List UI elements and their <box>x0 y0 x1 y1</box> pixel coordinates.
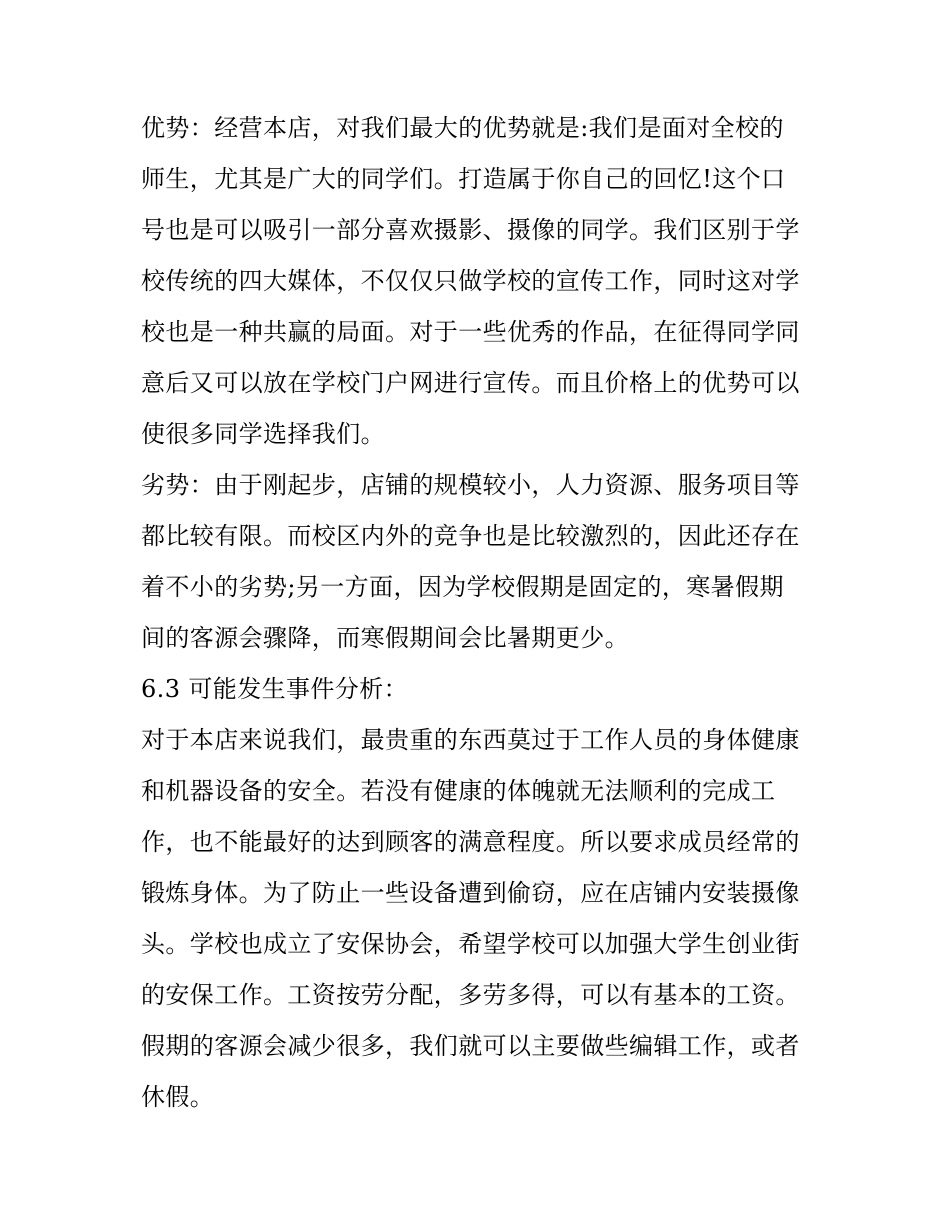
text-line-disadvantages-1: 劣势：由于刚起步，店铺的规模较小，人力资源、服务项目等 <box>141 471 800 499</box>
text-line-disadvantages-3: 着不小的劣势;另一方面，因为学校假期是固定的，寒暑假期 <box>141 573 784 601</box>
text-line-advantages-7: 使很多同学选择我们。 <box>141 420 385 448</box>
text-line-events-4: 锻炼身体。为了防止一些设备遭到偷窃，应在店铺内安装摄像 <box>141 879 800 907</box>
text-line-events-1: 对于本店来说我们，最贵重的东西莫过于工作人员的身体健康 <box>141 726 800 754</box>
text-line-events-7: 假期的客源会减少很多，我们就可以主要做些编辑工作，或者 <box>141 1032 800 1060</box>
text-line-events-6: 的安保工作。工资按劳分配，多劳多得，可以有基本的工资。 <box>141 981 800 1009</box>
text-line-advantages-1: 优势：经营本店，对我们最大的优势就是:我们是面对全校的 <box>141 114 784 142</box>
text-line-events-8: 休假。 <box>141 1083 215 1111</box>
section-heading-6-3: 6.3 可能发生事件分析： <box>141 675 408 703</box>
text-line-disadvantages-2: 都比较有限。而校区内外的竞争也是比较激烈的，因此还存在 <box>141 522 800 550</box>
text-line-advantages-6: 意后又可以放在学校门户网进行宣传。而且价格上的优势可以 <box>141 369 800 397</box>
text-line-events-5: 头。学校也成立了安保协会，希望学校可以加强大学生创业街 <box>141 930 800 958</box>
text-line-advantages-4: 校传统的四大媒体，不仅仅只做学校的宣传工作，同时这对学 <box>141 267 800 295</box>
document-body <box>141 103 816 1123</box>
text-line-events-2: 和机器设备的安全。若没有健康的体魄就无法顺利的完成工 <box>141 777 776 805</box>
text-line-events-3: 作，也不能最好的达到顾客的满意程度。所以要求成员经常的 <box>141 828 800 856</box>
text-line-advantages-3: 号也是可以吸引一部分喜欢摄影、摄像的同学。我们区别于学 <box>141 216 800 244</box>
text-line-advantages-5: 校也是一种共赢的局面。对于一些优秀的作品，在征得同学同 <box>141 318 800 346</box>
text-line-advantages-2: 师生，尤其是广大的同学们。打造属于你自己的回忆!这个口 <box>141 165 786 193</box>
text-line-disadvantages-4: 间的客源会骤降，而寒假期间会比暑期更少。 <box>141 624 629 652</box>
